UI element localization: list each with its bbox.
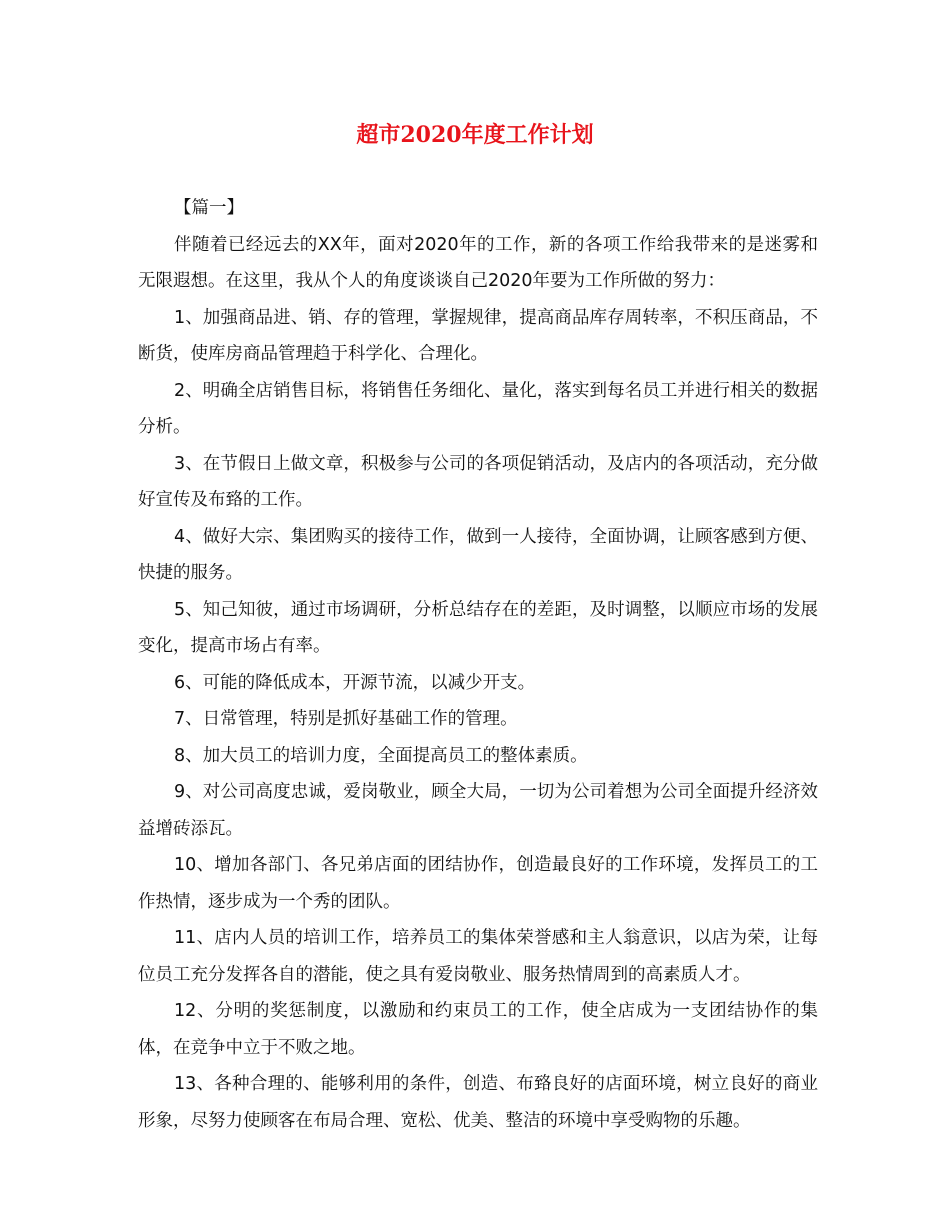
section-label: 【篇一】 [174,198,244,218]
paragraph-item-11: 11、店内人员的培训工作，培养员工的集体荣誉感和主人翁意识，以店为荣，让每位员工充分发挥各自的潜能，使之具有爱岗敬业、服务热情周到的高素质人才。 [138,928,818,985]
document-title: 超市2020年度工作计划 [356,122,594,148]
paragraph-item-7: 7、日常管理，特别是抓好基础工作的管理。 [174,709,518,729]
paragraph-item-8: 8、加大员工的培训力度，全面提高员工的整体素质。 [174,745,588,766]
document-body [138,190,818,1139]
paragraph-item-10: 10、增加各部门、各兄弟店面的团结协作，创造最良好的工作环境，发挥员工的工作热情，逐步成为一个秀的团队。 [138,855,818,912]
paragraph-item-13: 13、各种合理的、能够利用的条件，创造、布臵良好的店面环境，树立良好的商业形象，尽努力使顾客在布局合理、宽松、优美、整洁的环境中享受购物的乐趣。 [138,1074,818,1131]
paragraph-item-4: 4、做好大宗、集团购买的接待工作，做到一人接待，全面协调，让顾客感到方便、快捷的服务。 [138,526,818,583]
paragraph-item-3: 3、在节假日上做文章，积极参与公司的各项促销活动，及店内的各项活动，充分做好宣传及布臵的工作。 [138,453,818,510]
paragraph-item-6: 6、可能的降低成本，开源节流，以减少开支。 [174,672,536,693]
paragraph-item-1: 1、加强商品进、销、存的管理，掌握规律，提高商品库存周转率，不积压商品，不断货，使库房商品管理趋于科学化、合理化。 [138,307,818,364]
paragraph-item-9: 9、对公司高度忠诚，爱岗敬业，顾全大局，一切为公司着想为公司全面提升经济效益增砖添瓦。 [138,782,818,839]
paragraph-item-2: 2、明确全店销售目标，将销售任务细化、量化，落实到每名员工并进行相关的数据分析。 [138,380,818,437]
paragraph-item-5: 5、知己知彼，通过市场调研，分析总结存在的差距，及时调整，以顺应市场的发展变化，提高市场占有率。 [138,599,818,656]
paragraph-item-12: 12、分明的奖惩制度，以激励和约束员工的工作，使全店成为一支团结协作的集体，在竞争中立于不败之地。 [138,1001,818,1058]
paragraph-intro: 伴随着已经远去的XX年，面对2020年的工作，新的各项工作给我带来的是迷雾和无限遐想。在这里，我从个人的角度谈谈自己2020年要为工作所做的努力： [138,234,818,291]
